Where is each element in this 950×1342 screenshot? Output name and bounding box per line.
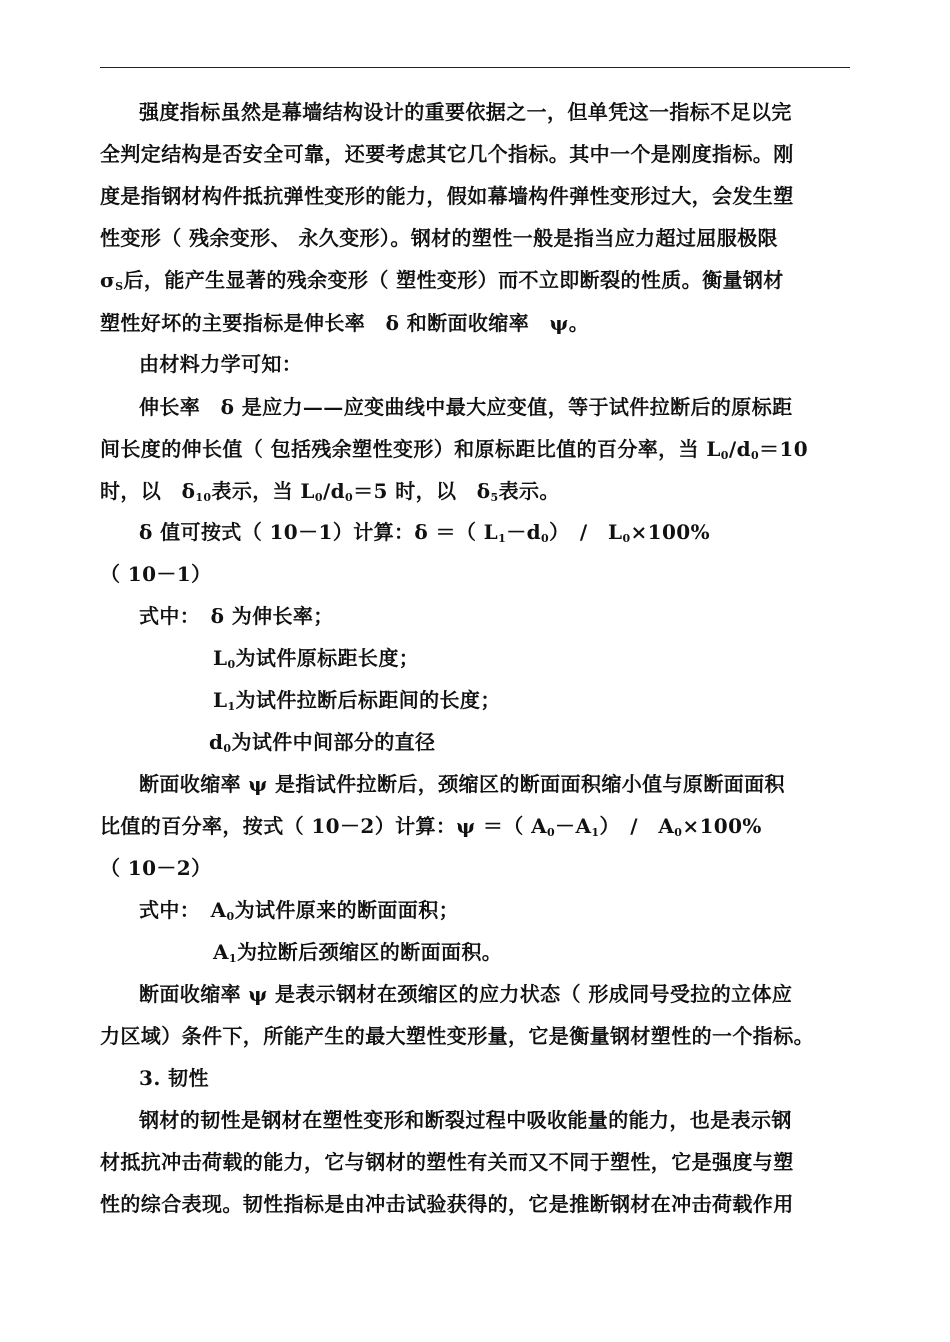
definition-line: $L_0$为试件原标距长度； xyxy=(213,646,420,671)
text-line: 性的综合表现。韧性指标是由冲击试验获得的，它是推断钢材在冲击荷载作用 xyxy=(100,1192,794,1216)
equation-number: （ 10－2） xyxy=(100,856,212,880)
text-line: 力区域）条件下，所能产生的最大塑性变形量，它是衡量钢材塑性的一个指标。 xyxy=(100,1024,814,1048)
text-line: 时，以 $\delta_{10}$表示，当 $L_0/d_0=5$ 时，以 $\delta_5$表示。 xyxy=(100,479,560,504)
equation-number: （ 10－1） xyxy=(100,562,212,586)
definition-line: 式中： $A_0$为试件原来的断面面积； xyxy=(139,898,459,923)
text-line: 材抵抗冲击荷载的能力，它与钢材的塑性有关而又不同于塑性，它是强度与塑 xyxy=(100,1150,794,1174)
text-line: 间长度的伸长值（ 包括残余塑性变形）和原标距比值的百分率，当 $L_0/d_0=10$ xyxy=(100,437,809,462)
text-line: 钢材的韧性是钢材在塑性变形和断裂过程中吸收能量的能力，也是表示钢 xyxy=(139,1108,792,1132)
formula-line: 比值的百分率，按式（ 10－2）计算：ψ ＝（ $A_0-A_1$） / $A_0\times 100\%$ xyxy=(100,814,762,839)
text-line: 伸长率 δ 是应力——应变曲线中最大应变值，等于试件拉断后的原标距 xyxy=(139,395,793,419)
section-heading: 3. 韧性 xyxy=(139,1066,209,1090)
text-line: 全判定结构是否安全可靠，还要考虑其它几个指标。其中一个是刚度指标。刚 xyxy=(100,142,794,166)
text-line: 由材料力学可知： xyxy=(139,352,303,376)
definition-line: $d_0$为试件中间部分的直径 xyxy=(209,730,436,755)
text-line: $\sigma_S$后，能产生显著的残余变形（ 塑性变形）而不立即断裂的性质。衡量钢材 xyxy=(100,268,784,293)
text-line: 断面收缩率 ψ 是指试件拉断后，颈缩区的断面面积缩小值与原断面面积 xyxy=(139,772,785,796)
text-line: 度是指钢材构件抵抗弹性变形的能力，假如幕墙构件弹性变形过大，会发生塑 xyxy=(100,184,794,208)
text-line: 性变形（ 残余变形、 永久变形）。钢材的塑性一般是指当应力超过屈服极限 xyxy=(100,226,778,250)
text-line: 断面收缩率 ψ 是表示钢材在颈缩区的应力状态（ 形成同号受拉的立体应 xyxy=(139,982,793,1006)
definition-line: $L_1$为试件拉断后标距间的长度； xyxy=(213,688,501,713)
definition-line: $A_1$为拉断后颈缩区的断面面积。 xyxy=(213,940,503,965)
text-line: 强度指标虽然是幕墙结构设计的重要依据之一，但单凭这一指标不足以完 xyxy=(139,100,792,124)
text-line: 塑性好坏的主要指标是伸长率 δ 和断面收缩率 ψ。 xyxy=(100,311,590,335)
header-rule xyxy=(100,67,850,68)
text-line: 式中： δ 为伸长率； xyxy=(139,604,334,628)
formula-line: δ 值可按式（ 10－1）计算：δ ＝（ $L_1-d_0$） / $L_0\times 100\%$ xyxy=(139,520,711,545)
